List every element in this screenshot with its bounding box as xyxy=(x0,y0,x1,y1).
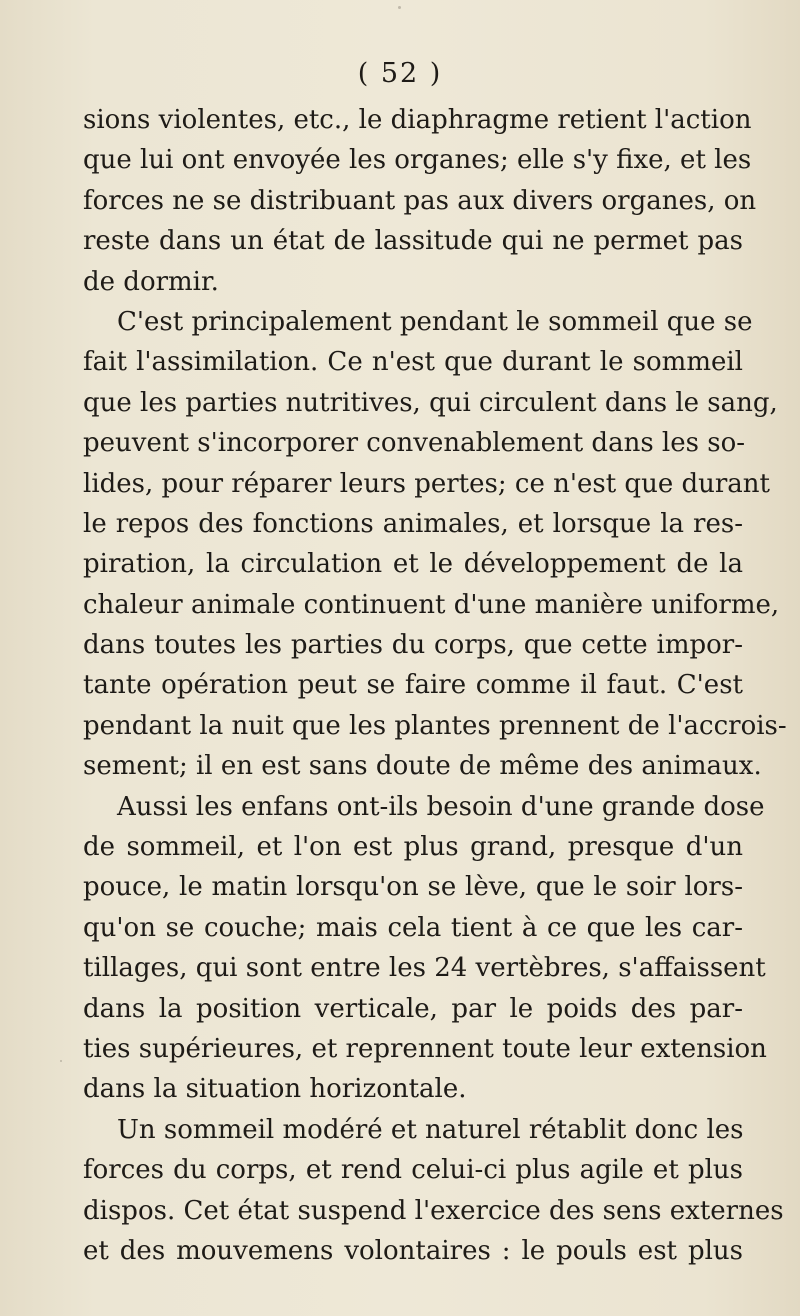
text-line: dispos. Cet état suspend l'exercice des sens externes xyxy=(83,1195,784,1226)
text-line: de dormir. xyxy=(83,266,219,297)
paper-speck xyxy=(398,6,401,9)
text-line: que lui ont envoyée les organes; elle s'y fixe, et les xyxy=(83,145,752,176)
body-text xyxy=(83,100,787,1271)
text-line: tante opération peut se faire comme il faut. C'est xyxy=(83,670,743,701)
paper-speck xyxy=(60,1060,62,1062)
text-line: dans toutes les parties du corps, que cette impor- xyxy=(83,630,743,661)
text-line: le repos des fonctions animales, et lorsque la res- xyxy=(83,508,743,539)
text-line: reste dans un état de lassitude qui ne permet pas xyxy=(83,226,743,257)
text-line: piration, la circulation et le développement de la xyxy=(83,549,743,580)
text-line: C'est principalement pendant le sommeil que se xyxy=(117,306,753,337)
text-line: Un sommeil modéré et naturel rétablit donc les xyxy=(117,1114,744,1145)
text-line: ties supérieures, et reprennent toute leur extension xyxy=(83,1033,767,1064)
text-line: pouce, le matin lorsqu'on se lève, que le soir lors- xyxy=(83,872,743,903)
text-line: fait l'assimilation. Ce n'est que durant le sommeil xyxy=(83,347,743,378)
text-line: forces ne se distribuant pas aux divers organes, on xyxy=(83,185,757,216)
page-number: ( 52 ) xyxy=(357,58,443,89)
text-line: Aussi les enfans ont-ils besoin d'une grande dose xyxy=(117,791,765,822)
text-line: de sommeil, et l'on est plus grand, presque d'un xyxy=(83,832,743,863)
text-line: pendant la nuit que les plantes prennent de l'accrois- xyxy=(83,710,787,741)
text-line: tillages, qui sont entre les 24 vertèbres, s'affaissent xyxy=(83,953,766,984)
text-line: dans la situation horizontale. xyxy=(83,1074,467,1105)
text-line: et des mouvemens volontaires : le pouls est plus xyxy=(83,1235,743,1266)
text-line: sions violentes, etc., le diaphragme retient l'action xyxy=(83,105,752,135)
paper-speck xyxy=(612,1130,614,1133)
text-line: lides, pour réparer leurs pertes; ce n'est que durant xyxy=(83,468,770,499)
text-line: sement; il en est sans doute de même des animaux. xyxy=(83,751,762,782)
text-line: forces du corps, et rend celui-ci plus agile et plus xyxy=(83,1155,743,1186)
text-line: peuvent s'incorporer convenablement dans les so- xyxy=(83,428,746,459)
text-line: chaleur animale continuent d'une manière uniforme, xyxy=(83,589,780,620)
text-line: qu'on se couche; mais cela tient à ce que les car- xyxy=(83,912,743,943)
text-line: que les parties nutritives, qui circulent dans le sang, xyxy=(83,387,778,418)
text-line: dans la position verticale, par le poids des par- xyxy=(83,993,743,1024)
